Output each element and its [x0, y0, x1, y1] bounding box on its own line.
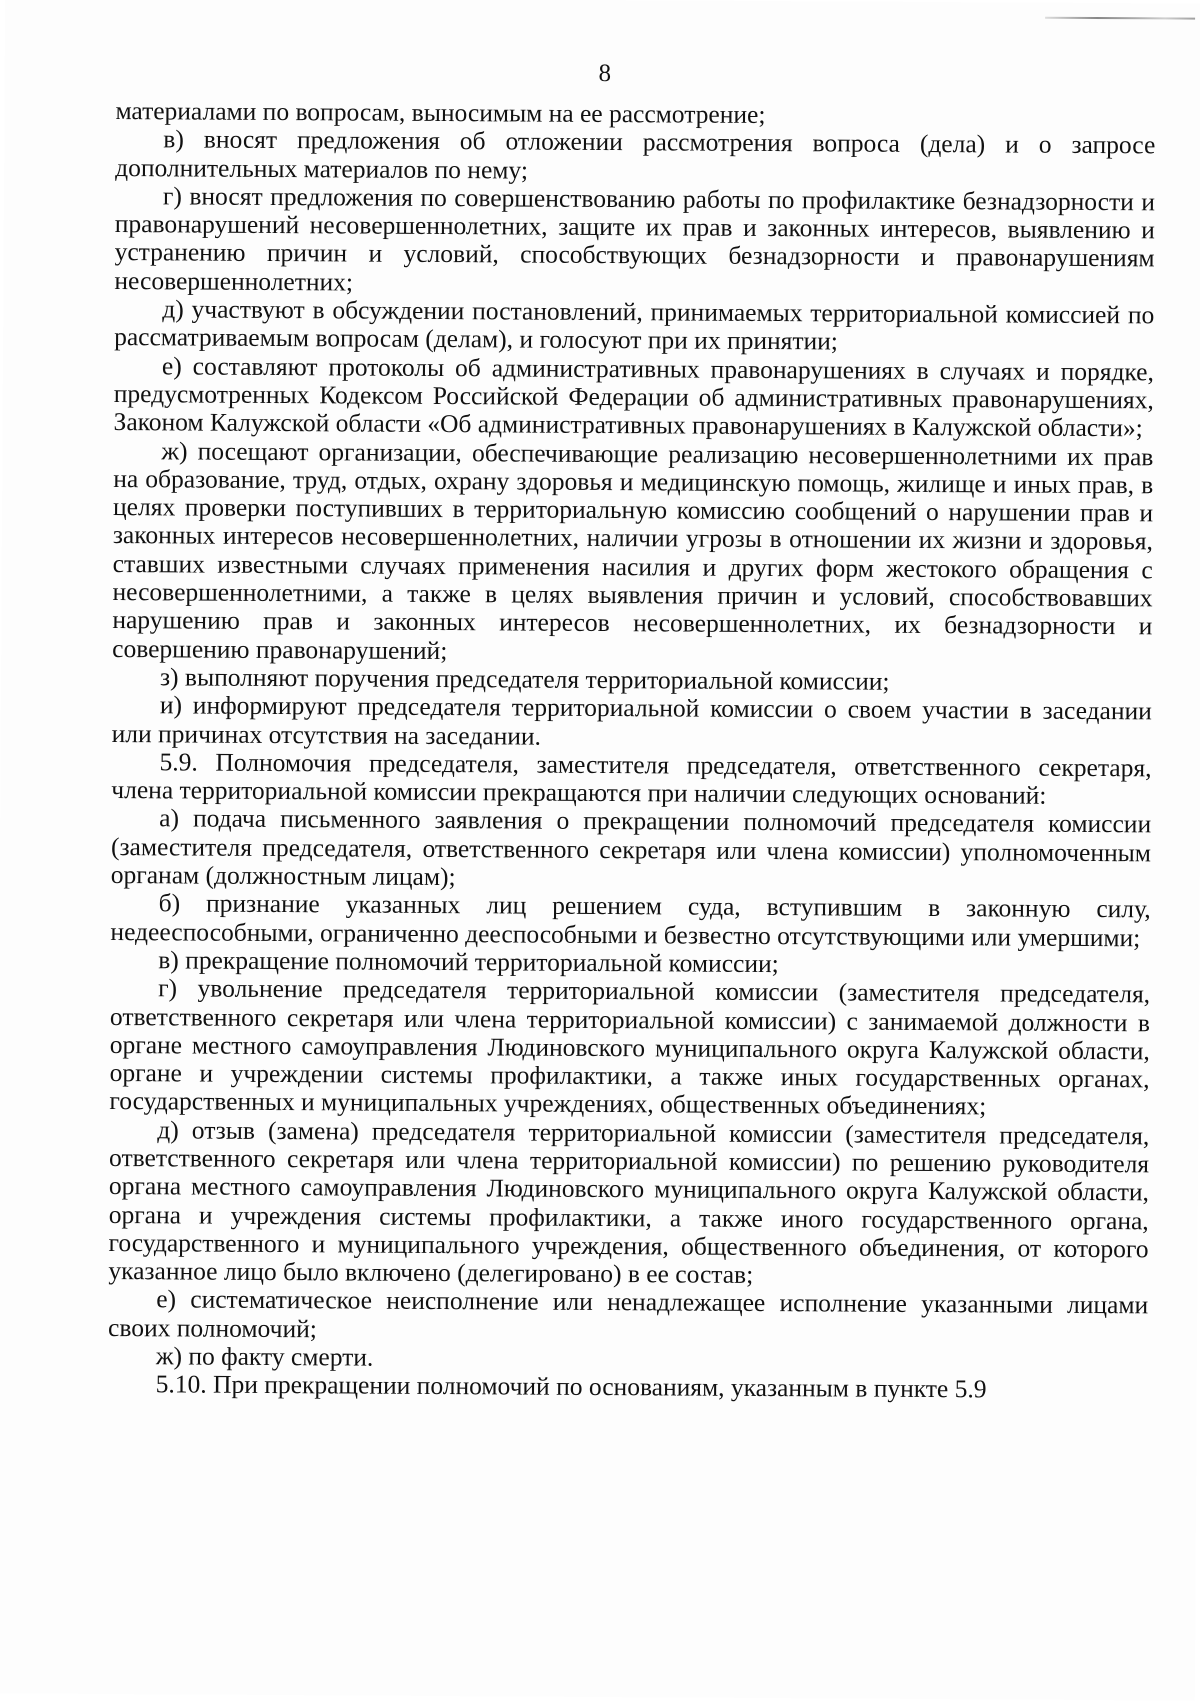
paragraph: д) участвуют в обсуждении постановлений, принимаемых территориальной комиссией по рассматриваемым вопросам (делам), и голосуют при их принятии; — [114, 294, 1155, 356]
page-number: 8 — [598, 59, 612, 88]
paragraph: д) отзыв (замена) председателя территориальной комиссии (заместителя председателя, ответственного секретаря или члена территориальной комиссии) по решению руководителя органа местного самоуправления Людиновского муниципального округа Калужской области, органа и учреждения системы профилактики, а также иного государственного органа, государственного и муниципального учреждения, общественного объединения, от которого указанное лицо было включено (делегировано) в ее состав; — [108, 1114, 1150, 1290]
paragraph: материалами по вопросам, выносимым на ее рассмотрение; — [115, 96, 766, 129]
paragraph: г) увольнение председателя территориальной комиссии (заместителя председателя, ответственного секретаря или члена территориальной комиссии) с занимаемой должности в органе местного самоуправления Людиновского муниципального округа Калужской области, органе и учреждении системы профилактики, а также иных государственных органах, государственных и муниципальных учреждениях, общественных объединениях; — [109, 973, 1151, 1121]
paragraph: в) вносят предложения об отложении рассмотрения вопроса (дела) и о запросе дополнительных материалов по нему; — [115, 124, 1156, 185]
paragraph: в) прекращение полномочий территориальной комиссии; — [158, 945, 779, 979]
paragraph: з) выполняют поручения председателя территориальной комиссии; — [159, 662, 890, 696]
paragraph: ж) посещают организации, обеспечивающие реализацию несовершеннолетними их прав на образование, труд, отдых, охрану здоровья и медицинскую помощь, жилище и иных прав, в целях проверки поступивших в территориальную комиссию сообщений о нарушении прав и законных интересов несовершеннолетних, наличии угрозы в отношении их жизни и здоровья, ставших известными случаях применения насилия и других форм жестокого обращения с несовершеннолетними, а также в целях выявления причин и условий, способствовавших нарушению прав и законных интересов несовершеннолетних, их безнадзорности и совершению правонарушений; — [112, 435, 1154, 665]
scan-edge-mark — [1045, 17, 1195, 20]
paragraph: а) подача письменного заявления о прекращении полномочий председателя комиссии (заместителя председателя, ответственного секретаря или члена комиссии) уполномоченным органам (должностным лицам); — [110, 803, 1152, 892]
document-body — [108, 97, 1156, 1405]
paragraph: е) систематическое неисполнение или ненадлежащее исполнение указанными лицами своих полномочий; — [107, 1284, 1149, 1344]
paragraph: г) вносят предложения по совершенствованию работы по профилактике безнадзорности и правонарушений несовершеннолетних, защите их прав и законных интересов, выявлению и устранению причин и условий, способствующих безнадзорности и правонарушениям несовершеннолетних; — [114, 181, 1156, 297]
paragraph: б) признание указанных лиц решением суда, вступившим в законную силу, недееспособными, ограниченно дееспособными и безвестно отсутствующими или умершими; — [110, 888, 1151, 952]
paragraph: 5.9. Полномочия председателя, заместителя председателя, ответственного секретаря, члена территориальной комиссии прекращаются при наличии следующих оснований: — [111, 747, 1152, 810]
paragraph: е) составляют протоколы об административных правонарушениях в случаях и порядке, предусмотренных Кодексом Российской Федерации об административных правонарушениях, Законом Калужской области «Об административных правонарушениях в Калужской области»; — [113, 350, 1155, 443]
paragraph: 5.10. При прекращении полномочий по основаниям, указанным в пункте 5.9 — [155, 1369, 987, 1404]
paragraph: и) информируют председателя территориальной комиссии о своем участии в заседании или причинах отсутствия на заседании. — [111, 690, 1152, 751]
paragraph: ж) по факту смерти. — [155, 1341, 374, 1372]
